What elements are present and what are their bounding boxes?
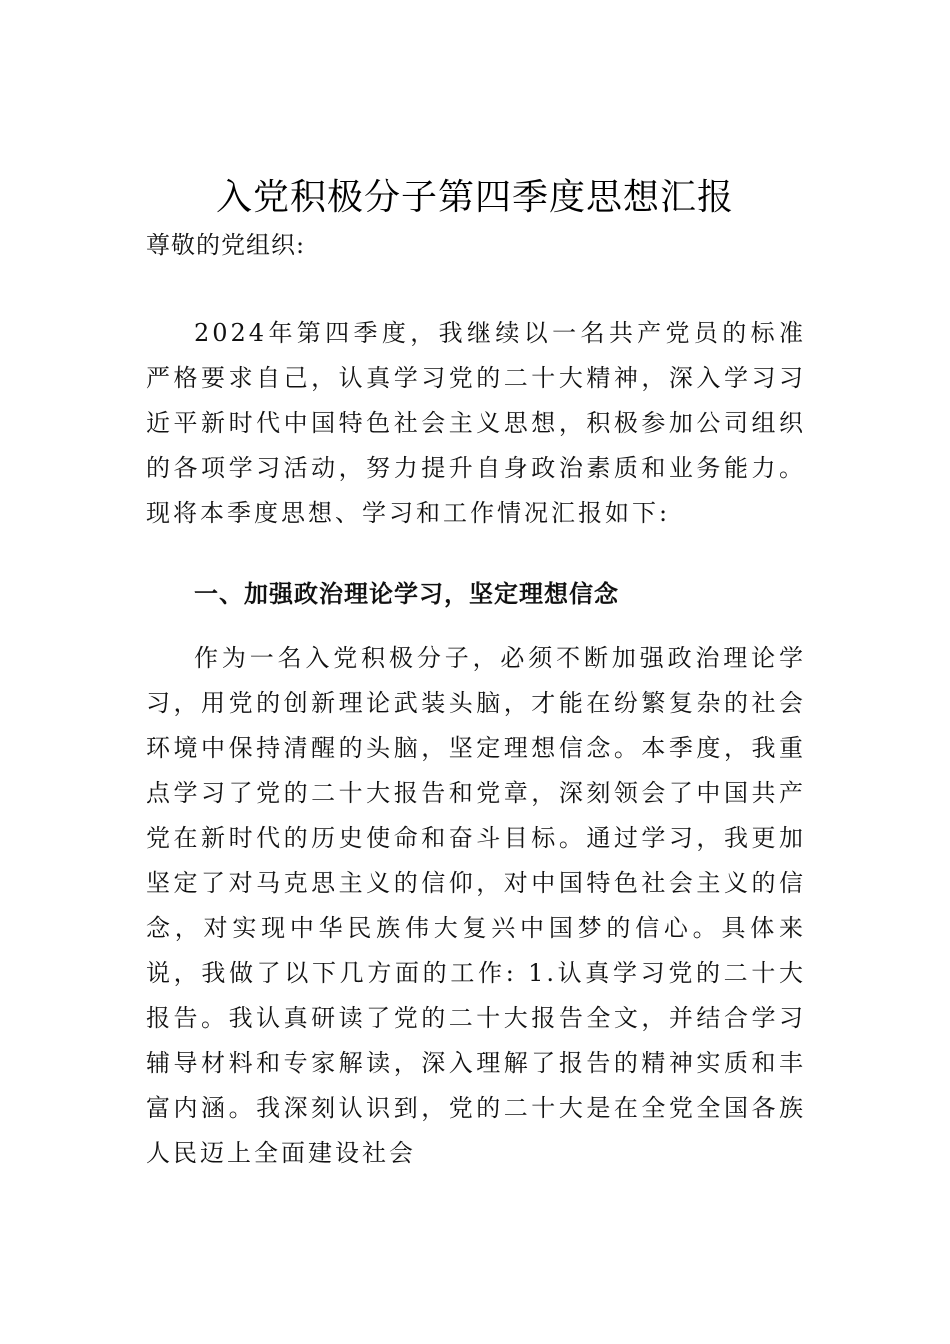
salutation: 尊敬的党组织: — [146, 231, 306, 259]
intro-paragraph: 2024年第四季度，我继续以一名共产党员的标准严格要求自己，认真学习党的二十大精神，深入学习习近平新时代中国特色社会主义思想，积极参加公司组织的各项学习活动，努力提升自身政治素质和业务能力。现将本季度思想、学习和工作情况汇报如下: — [146, 319, 806, 527]
body-paragraph: 作为一名入党积极分子，必须不断加强政治理论学习，用党的创新理论武装头脑，才能在纷繁复杂的社会环境中保持清醒的头脑，坚定理想信念。本季度，我重点学习了党的二十大报告和党章，深刻领会了中国共产党在新时代的历史使命和奋斗目标。通过学习，我更加坚定了对马克思主义的信仰，对中国特色社会主义的信念，对实现中华民族伟大复兴中国梦的信心。具体来说，我做了以下几方面的工作: 1.认真学习党的二十大报告。我认真研读了党的二十大报告全文，并结合学习辅导材料和专家解读，深入理解了报告的精神实质和丰富内涵。我深刻认识到，党的二十大是在全党全国各族人民迈上全面建设社会 — [146, 644, 806, 1167]
section-heading: 一、加强政治理论学习，坚定理想信念 — [194, 580, 619, 608]
document-title: 入党积极分子第四季度思想汇报 — [215, 177, 734, 218]
